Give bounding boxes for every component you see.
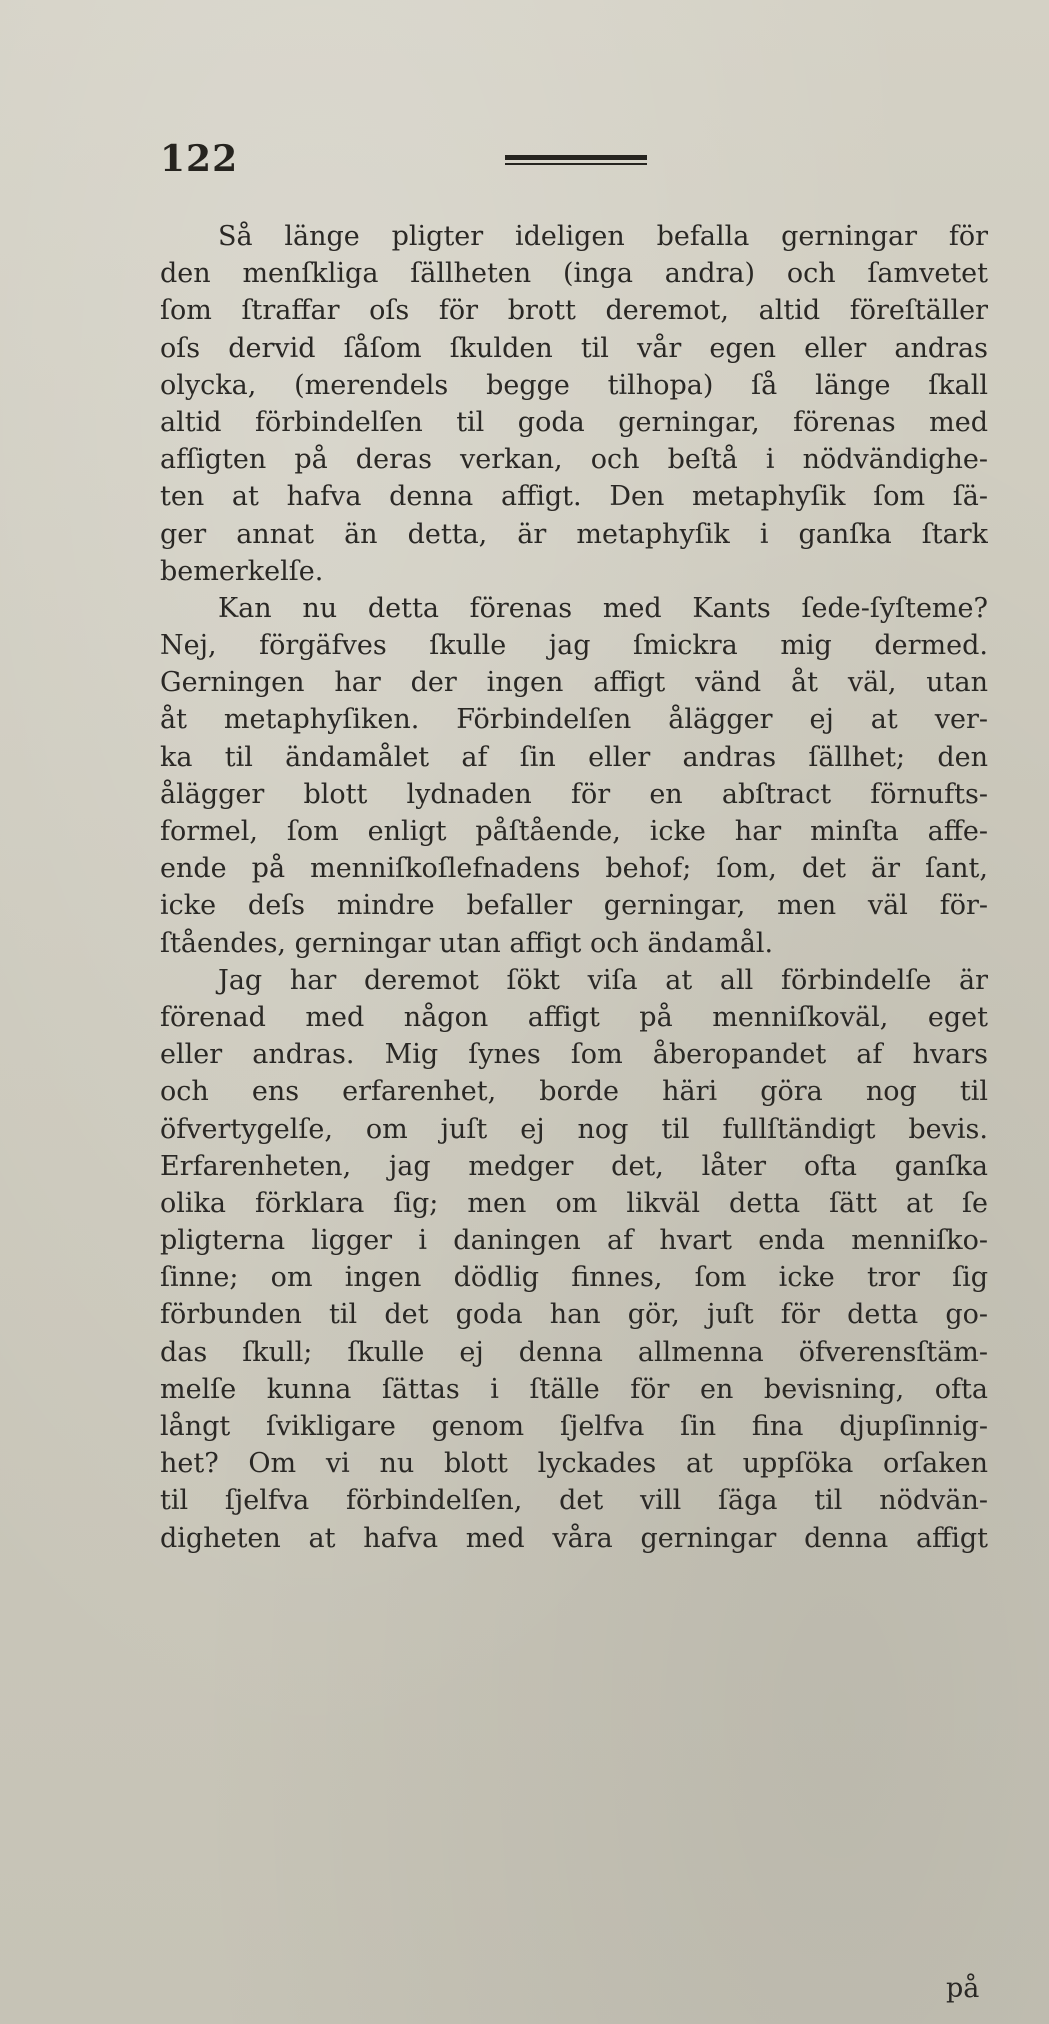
text-line: olika förklara ſig; men om likväl detta ſätt at ſe	[160, 1187, 988, 1219]
text-line: ka til ändamålet af ſin eller andras ſällhet; den	[160, 741, 988, 773]
text-line: förenad med någon affigt på menniſkoväl, eget	[160, 1001, 988, 1033]
text-line: Nej, förgäfves ſkulle jag ſmickra mig dermed.	[160, 630, 988, 662]
text-line: den menſkliga ſällheten (inga andra) och ſamvetet	[160, 258, 988, 290]
header-rule	[505, 155, 647, 165]
text-line: til ſjelfva förbindelſen, det vill ſäga til nödvän-	[160, 1485, 988, 1517]
text-line: ſinne; om ingen dödlig finnes, ſom icke tror ſig	[160, 1262, 988, 1294]
text-line: förbunden til det goda han gör, juſt för detta go-	[160, 1299, 988, 1331]
text-line: och ens erfarenhet, borde häri göra nog til	[160, 1076, 988, 1108]
text-line: altid förbindelſen til goda gerningar, förenas med	[160, 406, 988, 438]
text-line: bemerkelſe.	[160, 555, 324, 587]
text-line: digheten at hafva med våra gerningar denna affigt	[160, 1522, 988, 1554]
body-text	[160, 218, 988, 1557]
text-line: Erfarenheten, jag medger det, låter ofta ganſka	[160, 1150, 988, 1182]
text-line: eller andras. Mig ſynes ſom åberopandet af hvars	[160, 1039, 988, 1071]
text-line: öfvertygelſe, om juſt ej nog til fullſtändigt bevis.	[160, 1113, 988, 1145]
text-line: ende på menniſkoſlefnadens behof; ſom, det är ſant,	[160, 853, 988, 885]
text-line: åt metaphyſiken. Förbindelſen ålägger ej at ver-	[160, 704, 988, 736]
text-line: ger annat än detta, är metaphyſik i ganſka ſtark	[160, 518, 988, 550]
text-line: olycka, (merendels begge tilhopa) ſå länge ſkall	[160, 369, 988, 401]
text-line: oſs dervid ſåſom ſkulden til vår egen eller andras	[160, 332, 988, 364]
text-line: melſe kunna ſättas i ſtälle för en bevisning, ofta	[160, 1373, 988, 1405]
text-line: Gerningen har der ingen affigt vänd åt väl, utan	[160, 667, 988, 699]
text-line: ſtåendes, gerningar utan affigt och ändamål.	[160, 927, 774, 959]
text-line: ſom ſtraffar oſs för brott deremot, altid föreſtäller	[160, 295, 988, 327]
page-header	[160, 138, 900, 178]
text-line: het? Om vi nu blott lyckades at uppſöka orſaken	[160, 1448, 988, 1480]
text-line: icke deſs mindre befaller gerningar, men väl för-	[160, 890, 988, 922]
text-line: formel, ſom enligt påſtående, icke har minſta affe-	[160, 816, 988, 847]
text-line: långt ſvikligare genom ſjelfva ſin fina djupſinnig-	[160, 1411, 988, 1442]
text-line: ålägger blott lydnaden för en abſtract förnufts-	[160, 778, 988, 810]
text-line: Så länge pligter ideligen befalla gerningar för	[218, 221, 988, 252]
text-line: Jag har deremot ſökt viſa at all förbindelſe är	[218, 964, 988, 996]
text-line: pligterna ligger i daningen af hvart enda menniſko-	[160, 1225, 988, 1257]
text-line: ten at hafva denna affigt. Den metaphyſik ſom ſä-	[160, 481, 988, 513]
page-number: 122	[160, 138, 239, 180]
text-line: das ſkull; ſkulle ej denna allmenna öfverensſtäm-	[160, 1336, 988, 1368]
text-line: Kan nu detta förenas med Kants ſede-ſyſteme?	[218, 592, 988, 624]
text-line: afſigten på deras verkan, och beſtå i nödvändighe-	[160, 444, 988, 476]
catchword: på	[946, 1973, 980, 2004]
